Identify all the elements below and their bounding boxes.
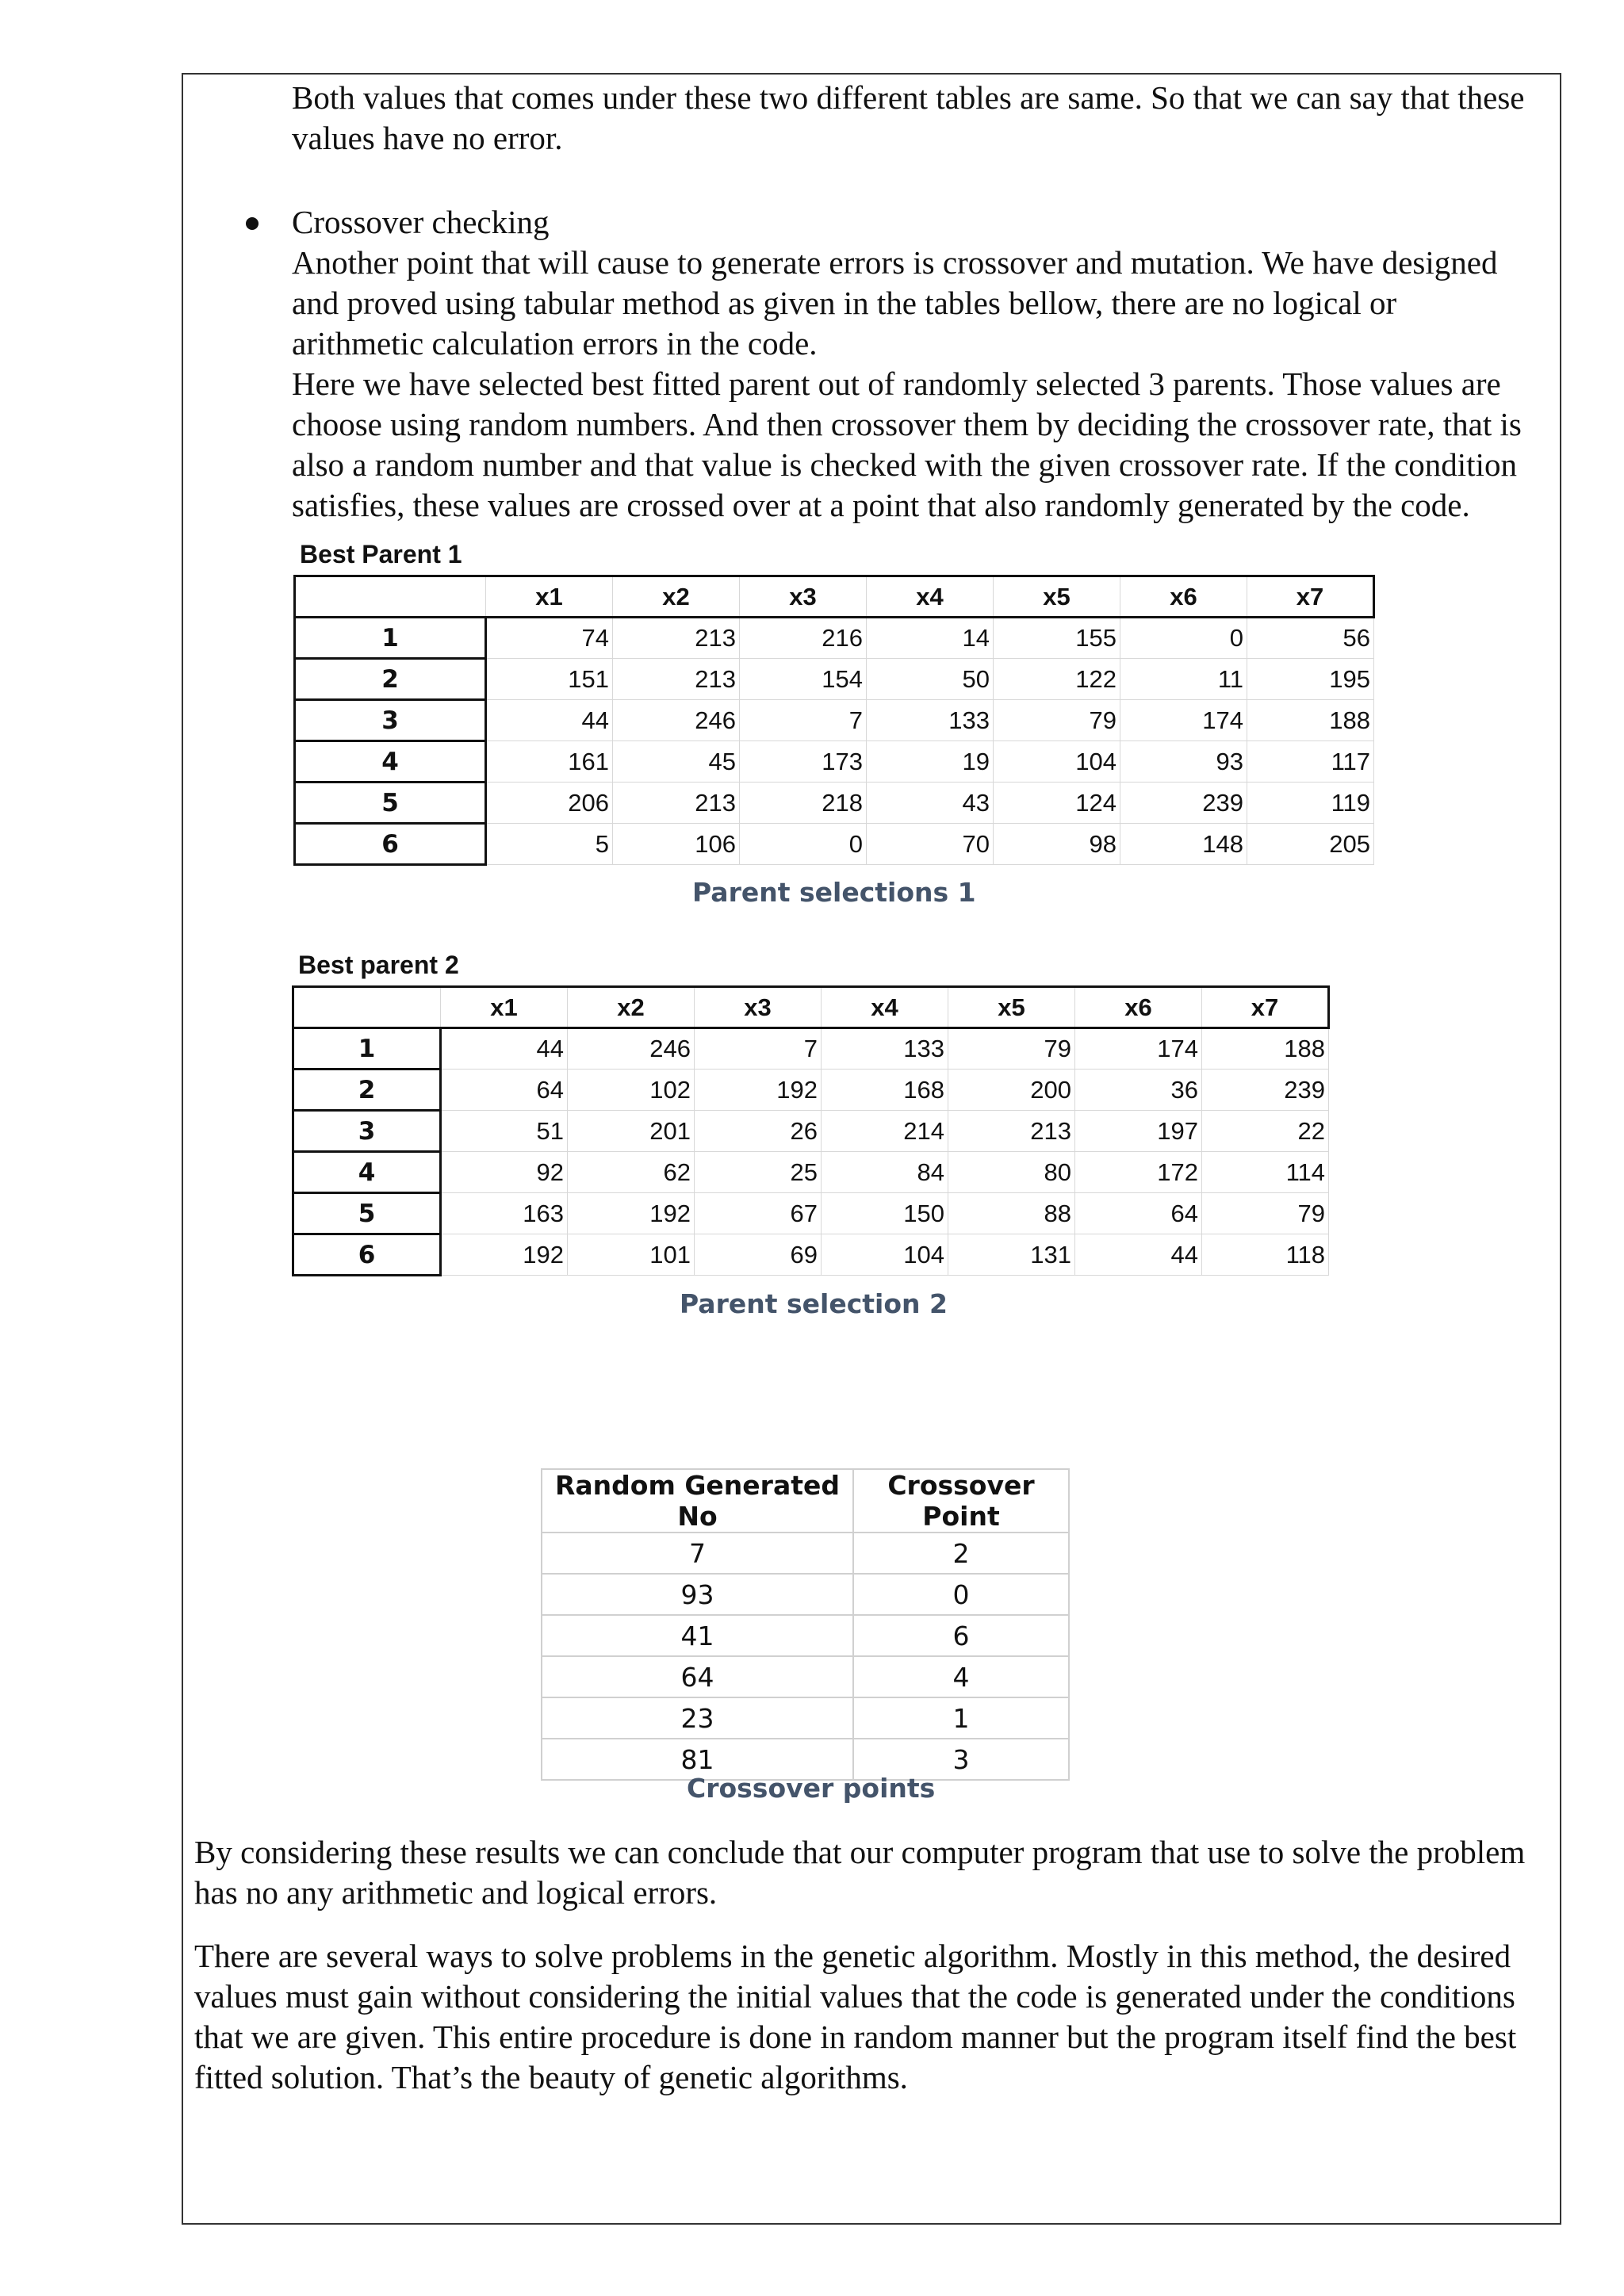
table-cell: 124 [994, 783, 1120, 824]
table-cell: 106 [613, 824, 740, 865]
table-cell: 93 [542, 1574, 853, 1615]
table-header-row [295, 576, 1374, 618]
table-cell: 1 [853, 1697, 1069, 1739]
bullet-line: Another point that will cause to generate errors is crossover and mutation. We have designed [292, 244, 1498, 281]
bullet-line: Here we have selected best fitted parent out of randomly selected 3 parents. Those values are [292, 365, 1501, 402]
closing-line: fitted solution. That’s the beauty of genetic algorithms. [194, 2059, 908, 2095]
table-row [542, 1697, 1069, 1739]
table-cell: 213 [948, 1111, 1075, 1152]
table-cell: 93 [1120, 741, 1247, 783]
table-cell: 218 [740, 783, 867, 824]
table-header-row [542, 1469, 1069, 1533]
table-cell: 151 [486, 659, 613, 700]
table-row [295, 741, 1374, 783]
table-cell: 216 [740, 618, 867, 659]
table-row [295, 700, 1374, 741]
table-row [293, 1193, 1329, 1234]
table-cell: 44 [1075, 1234, 1202, 1276]
best-parent-1-table [293, 575, 1375, 866]
table-cell: 80 [948, 1152, 1075, 1193]
table-row [293, 1234, 1329, 1276]
column-header: x1 [486, 576, 613, 618]
table-cell: 201 [568, 1111, 695, 1152]
table-cell: 172 [1075, 1152, 1202, 1193]
table-cell: 214 [822, 1111, 948, 1152]
table-cell: 64 [1075, 1193, 1202, 1234]
table-cell: 4 [853, 1656, 1069, 1697]
table-cell: 114 [1202, 1152, 1329, 1193]
table-cell: 192 [695, 1070, 822, 1111]
table-cell: 0 [740, 824, 867, 865]
table-cell: 206 [486, 783, 613, 824]
table-cell: 43 [867, 783, 994, 824]
column-header: x4 [822, 987, 948, 1028]
column-header: x5 [994, 576, 1120, 618]
column-header: Crossover Point [853, 1469, 1069, 1533]
header-corner [293, 987, 441, 1028]
table-cell: 7 [740, 700, 867, 741]
best-parent-2-table [292, 985, 1330, 1276]
table-cell: 195 [1247, 659, 1374, 700]
table-cell: 192 [568, 1193, 695, 1234]
conclusion-line-1: By considering these results we can conclude that our computer program that use to solve the problem [194, 1834, 1526, 1870]
table-cell: 119 [1247, 783, 1374, 824]
table-header-row [293, 987, 1329, 1028]
table-cell: 26 [695, 1111, 822, 1152]
table-cell: 44 [441, 1028, 568, 1070]
table-row [542, 1533, 1069, 1574]
closing-line: values must gain without considering the initial values that the code is generated under the conditions [194, 1978, 1515, 2015]
bullet-line: arithmetic calculation errors in the code. [292, 325, 818, 362]
table-cell: 23 [542, 1697, 853, 1739]
table-cell: 79 [948, 1028, 1075, 1070]
table-cell: 133 [867, 700, 994, 741]
table-cell: 50 [867, 659, 994, 700]
table-cell: 5 [486, 824, 613, 865]
table1-caption: Parent selections 1 [692, 877, 976, 908]
bullet-icon [246, 217, 259, 230]
table-cell: 44 [486, 700, 613, 741]
table-cell: 51 [441, 1111, 568, 1152]
column-header: x7 [1247, 576, 1374, 618]
table-row [295, 659, 1374, 700]
table-cell: 192 [441, 1234, 568, 1276]
table-cell: 79 [1202, 1193, 1329, 1234]
bullet-line: choose using random numbers. And then crossover them by deciding the crossover rate, that is [292, 406, 1522, 442]
table-cell: 98 [994, 824, 1120, 865]
table-cell: 246 [568, 1028, 695, 1070]
row-label: 1 [293, 1028, 441, 1070]
crossover-caption: Crossover points [687, 1773, 936, 1804]
column-header: Random Generated No [542, 1469, 853, 1533]
row-label: 3 [293, 1111, 441, 1152]
table-cell: 6 [853, 1615, 1069, 1656]
table-cell: 0 [1120, 618, 1247, 659]
table-cell: 19 [867, 741, 994, 783]
table-cell: 88 [948, 1193, 1075, 1234]
table-cell: 62 [568, 1152, 695, 1193]
table-cell: 239 [1120, 783, 1247, 824]
closing-line: that we are given. This entire procedure is done in random manner but the program itself find the best [194, 2019, 1517, 2055]
table-cell: 150 [822, 1193, 948, 1234]
table-cell: 118 [1202, 1234, 1329, 1276]
table-cell: 56 [1247, 618, 1374, 659]
table-cell: 25 [695, 1152, 822, 1193]
bullet-line: also a random number and that value is checked with the given crossover rate. If the condition [292, 446, 1517, 483]
table-cell: 213 [613, 783, 740, 824]
table-cell: 188 [1202, 1028, 1329, 1070]
table-cell: 81 [542, 1739, 853, 1780]
table-cell: 133 [822, 1028, 948, 1070]
column-header: x2 [613, 576, 740, 618]
table-cell: 174 [1075, 1028, 1202, 1070]
table-cell: 174 [1120, 700, 1247, 741]
table-cell: 70 [867, 824, 994, 865]
row-label: 2 [295, 659, 486, 700]
intro-line-2: values have no error. [292, 120, 563, 156]
bullet-line: satisfies, these values are crossed over at a point that also randomly generated by the code. [292, 487, 1470, 523]
table-cell: 79 [994, 700, 1120, 741]
table-row [542, 1656, 1069, 1697]
table-cell: 92 [441, 1152, 568, 1193]
table-cell: 67 [695, 1193, 822, 1234]
table-cell: 22 [1202, 1111, 1329, 1152]
row-label: 3 [295, 700, 486, 741]
table-cell: 205 [1247, 824, 1374, 865]
table-row [542, 1574, 1069, 1615]
row-label: 4 [295, 741, 486, 783]
table-cell: 197 [1075, 1111, 1202, 1152]
column-header: x4 [867, 576, 994, 618]
column-header: x3 [740, 576, 867, 618]
closing-line: There are several ways to solve problems in the genetic algorithm. Mostly in this method, the desired [194, 1938, 1511, 1974]
table-row [295, 618, 1374, 659]
table-cell: 168 [822, 1070, 948, 1111]
row-label: 5 [295, 783, 486, 824]
column-header: x5 [948, 987, 1075, 1028]
bullet-heading: Crossover checking [292, 204, 550, 240]
table-cell: 2 [853, 1533, 1069, 1574]
table-cell: 102 [568, 1070, 695, 1111]
table-cell: 104 [994, 741, 1120, 783]
row-label: 2 [293, 1070, 441, 1111]
table-cell: 213 [613, 618, 740, 659]
table1-title: Best Parent 1 [300, 540, 462, 568]
column-header: x2 [568, 987, 695, 1028]
table-cell: 101 [568, 1234, 695, 1276]
table-cell: 155 [994, 618, 1120, 659]
table-cell: 213 [613, 659, 740, 700]
table-cell: 154 [740, 659, 867, 700]
table-cell: 41 [542, 1615, 853, 1656]
table-cell: 64 [441, 1070, 568, 1111]
table-cell: 45 [613, 741, 740, 783]
table-cell: 7 [695, 1028, 822, 1070]
table-cell: 131 [948, 1234, 1075, 1276]
crossover-points-table [541, 1468, 1070, 1781]
row-label: 4 [293, 1152, 441, 1193]
row-label: 6 [295, 824, 486, 865]
table-cell: 188 [1247, 700, 1374, 741]
table-row [293, 1070, 1329, 1111]
table-row [295, 824, 1374, 865]
table-cell: 246 [613, 700, 740, 741]
table2-caption: Parent selection 2 [680, 1288, 948, 1319]
column-header: x3 [695, 987, 822, 1028]
table-cell: 173 [740, 741, 867, 783]
table-cell: 36 [1075, 1070, 1202, 1111]
table-cell: 7 [542, 1533, 853, 1574]
table-cell: 122 [994, 659, 1120, 700]
row-label: 1 [295, 618, 486, 659]
table-cell: 84 [822, 1152, 948, 1193]
table-row [295, 783, 1374, 824]
table-cell: 117 [1247, 741, 1374, 783]
header-corner [295, 576, 486, 618]
row-label: 6 [293, 1234, 441, 1276]
table-cell: 64 [542, 1656, 853, 1697]
table-cell: 148 [1120, 824, 1247, 865]
table-row [293, 1028, 1329, 1070]
table-cell: 0 [853, 1574, 1069, 1615]
table-row [542, 1615, 1069, 1656]
table-cell: 163 [441, 1193, 568, 1234]
column-header: x7 [1202, 987, 1329, 1028]
table-cell: 161 [486, 741, 613, 783]
table-cell: 11 [1120, 659, 1247, 700]
table-cell: 200 [948, 1070, 1075, 1111]
column-header: x6 [1120, 576, 1247, 618]
table2-title: Best parent 2 [298, 951, 459, 979]
table-row [293, 1111, 1329, 1152]
conclusion-line-2: has no any arithmetic and logical errors. [194, 1874, 718, 1911]
intro-line-1: Both values that comes under these two different tables are same. So that we can say that these [292, 79, 1525, 116]
column-header: x1 [441, 987, 568, 1028]
table-cell: 69 [695, 1234, 822, 1276]
bullet-line: and proved using tabular method as given in the tables bellow, there are no logical or [292, 285, 1397, 321]
row-label: 5 [293, 1193, 441, 1234]
table-cell: 74 [486, 618, 613, 659]
table-row [293, 1152, 1329, 1193]
table-cell: 14 [867, 618, 994, 659]
column-header: x6 [1075, 987, 1202, 1028]
table-cell: 3 [853, 1739, 1069, 1780]
table-cell: 104 [822, 1234, 948, 1276]
table-cell: 239 [1202, 1070, 1329, 1111]
